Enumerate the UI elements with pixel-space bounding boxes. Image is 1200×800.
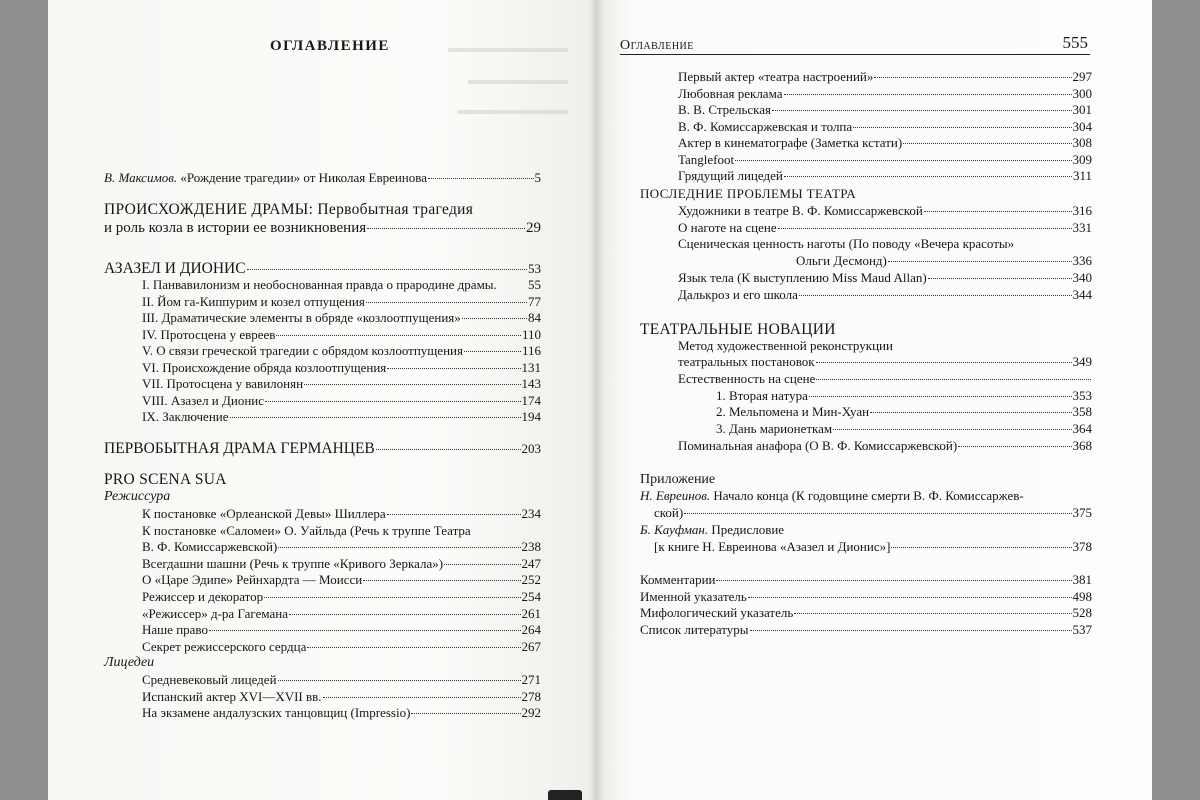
toc-entry[interactable] bbox=[142, 505, 541, 522]
toc-section-origin[interactable] bbox=[104, 200, 473, 219]
dot-leader bbox=[809, 396, 1072, 397]
spine-mark bbox=[548, 790, 582, 800]
toc-entry-chapter[interactable] bbox=[142, 309, 541, 326]
bleed-through bbox=[458, 110, 568, 114]
toc-entry[interactable] bbox=[678, 151, 1092, 168]
section-heading: АЗАЗЕЛ И ДИОНИС bbox=[104, 260, 246, 277]
toc-section-novations[interactable]: ТЕАТРАЛЬНЫЕ НОВАЦИИ bbox=[640, 321, 836, 338]
page-ref: 331 bbox=[1072, 220, 1092, 235]
entry-title: VIII. Азазел и Дионис bbox=[142, 393, 265, 408]
page-ref: 528 bbox=[1072, 605, 1092, 620]
entry-title: К постановке «Орлеанской Девы» Шиллера bbox=[142, 506, 386, 521]
page-ref: 300 bbox=[1072, 86, 1092, 101]
toc-entry[interactable] bbox=[716, 420, 1092, 437]
toc-entry[interactable] bbox=[716, 403, 1092, 420]
left-page bbox=[48, 0, 596, 800]
entry-title: Язык тела (К выступлению Miss Maud Allan) bbox=[678, 270, 927, 285]
toc-entry[interactable] bbox=[678, 68, 1092, 85]
dot-leader bbox=[464, 351, 521, 352]
page-ref: 84 bbox=[528, 310, 541, 325]
page-ref: 340 bbox=[1072, 270, 1092, 285]
page-ref: 194 bbox=[521, 409, 541, 424]
running-head: Оглавление bbox=[620, 38, 694, 53]
dot-leader bbox=[411, 713, 520, 714]
dot-leader bbox=[772, 110, 1071, 111]
toc-entry-evreinov-line1[interactable] bbox=[640, 487, 1024, 504]
toc-entry-chapter[interactable] bbox=[142, 392, 541, 409]
entry-title: Режиссер и декоратор bbox=[142, 589, 264, 604]
page-ref: 375 bbox=[1072, 505, 1092, 520]
entry-title: 1. Вторая натура bbox=[716, 388, 808, 403]
entry-title: Именной указатель bbox=[640, 589, 747, 604]
toc-entry[interactable] bbox=[716, 387, 1092, 404]
toc-section-pro-scena[interactable]: PRO SCENA SUA bbox=[104, 471, 227, 488]
toc-entry[interactable] bbox=[640, 621, 1092, 638]
page-ref: 271 bbox=[521, 672, 541, 687]
toc-entry[interactable] bbox=[640, 588, 1092, 605]
dot-leader bbox=[853, 127, 1071, 128]
toc-entry-origin[interactable] bbox=[104, 219, 541, 238]
page-ref: 498 bbox=[1072, 589, 1092, 604]
dot-leader bbox=[230, 417, 521, 418]
page-ref: 381 bbox=[1072, 572, 1092, 587]
entry-title: Грядущий лицедей bbox=[678, 168, 783, 183]
page-ref: 238 bbox=[521, 539, 541, 554]
page-ref: 267 bbox=[521, 639, 541, 654]
entry-title: Tanglefoot bbox=[678, 152, 735, 167]
toc-entry[interactable] bbox=[678, 437, 1092, 454]
page-ref: 261 bbox=[521, 606, 541, 621]
entry-title: Всегдашни шашни (Речь к труппе «Кривого Зеркала») bbox=[142, 556, 444, 571]
dot-leader bbox=[784, 176, 1072, 177]
dot-leader bbox=[816, 379, 1091, 380]
toc-subsection-direction: Режиссура bbox=[104, 489, 171, 504]
entry-title: III. Драматические элементы в обряде «козлоотпущения» bbox=[142, 310, 461, 325]
entry-title: Секрет режиссерского сердца bbox=[142, 639, 307, 654]
dot-leader bbox=[784, 94, 1072, 95]
dot-leader bbox=[264, 597, 520, 598]
dot-leader bbox=[247, 269, 527, 270]
entry-title: Первый актер «театра настроений» bbox=[678, 69, 874, 84]
entry-title: Актер в кинематографе (Заметка кстати) bbox=[678, 135, 903, 150]
dot-leader bbox=[289, 614, 521, 615]
entry-title-line1[interactable]: Сценическая ценность наготы (По поводу «Вечера красоты» bbox=[678, 236, 1015, 251]
entry-title-line2: Ольги Десмонд) bbox=[796, 253, 887, 268]
entry-title-line1: Начало конца (К годовщине смерти В. Ф. Комиссаржев- bbox=[710, 488, 1024, 503]
dot-leader bbox=[778, 228, 1072, 229]
toc-entry[interactable] bbox=[640, 604, 1092, 621]
page-title: ОГЛАВЛЕНИЕ bbox=[270, 38, 390, 54]
section-title-line1: : Первобытная трагедия bbox=[308, 201, 474, 218]
page-ref: 353 bbox=[1072, 388, 1092, 403]
toc-entry[interactable] bbox=[142, 688, 541, 705]
bleed-through bbox=[448, 48, 568, 52]
page-ref: 116 bbox=[521, 343, 541, 358]
dot-leader bbox=[958, 446, 1071, 447]
page-ref: 5 bbox=[534, 170, 541, 185]
toc-entry[interactable] bbox=[142, 538, 541, 555]
entry-title: 2. Мельпомена и Мин-Хуан bbox=[716, 404, 870, 419]
toc-entry-chapter[interactable] bbox=[142, 408, 541, 425]
dot-leader bbox=[735, 160, 1071, 161]
dot-leader bbox=[387, 514, 521, 515]
entry-title-line1[interactable]: Метод художественной реконструкции bbox=[678, 338, 893, 353]
dot-leader bbox=[794, 613, 1071, 614]
toc-entry[interactable] bbox=[678, 134, 1092, 151]
dot-leader bbox=[833, 429, 1071, 430]
page-ref: 349 bbox=[1072, 354, 1092, 369]
dot-leader bbox=[366, 302, 527, 303]
page-ref: 110 bbox=[521, 327, 541, 342]
entry-title: Наше право bbox=[142, 622, 208, 637]
dot-leader bbox=[888, 261, 1072, 262]
toc-entry[interactable] bbox=[678, 269, 1092, 286]
toc-entry[interactable] bbox=[142, 571, 541, 588]
dot-leader bbox=[278, 547, 520, 548]
page-ref: 131 bbox=[521, 360, 541, 375]
entry-title: Поминальная анафора (О В. Ф. Комиссаржевской) bbox=[678, 438, 958, 453]
entry-title: I. Панвавилонизм и необоснованная правда о прародине драмы. bbox=[142, 277, 497, 292]
dot-leader bbox=[924, 211, 1072, 212]
page-ref: 368 bbox=[1072, 438, 1092, 453]
toc-entry[interactable] bbox=[678, 219, 1092, 236]
page-ref: 304 bbox=[1072, 119, 1092, 134]
page-ref: 316 bbox=[1072, 203, 1092, 218]
entry-title: VII. Протосцена у вавилонян bbox=[142, 376, 304, 391]
header-rule bbox=[620, 54, 1090, 55]
dot-leader bbox=[750, 630, 1072, 631]
entry-title-line1: Предисловие bbox=[708, 522, 785, 537]
page-ref: 311 bbox=[1072, 168, 1092, 183]
dot-leader bbox=[684, 513, 1071, 514]
page-ref: 77 bbox=[528, 294, 541, 309]
toc-entry[interactable] bbox=[654, 538, 1092, 555]
dot-leader bbox=[363, 580, 520, 581]
page-ref: 143 bbox=[521, 376, 541, 391]
page-ref: 174 bbox=[521, 393, 541, 408]
page-ref: 309 bbox=[1072, 152, 1092, 167]
dot-leader bbox=[276, 335, 521, 336]
toc-entry[interactable] bbox=[142, 704, 541, 721]
toc-entry[interactable] bbox=[678, 202, 1092, 219]
page-ref: 364 bbox=[1072, 421, 1092, 436]
preface-title: «Рождение трагедии» от Николая Евреинова bbox=[180, 170, 427, 185]
page-ref: 278 bbox=[521, 689, 541, 704]
page-ref: 264 bbox=[521, 622, 541, 637]
page-ref: 29 bbox=[526, 220, 541, 236]
toc-section-appendix[interactable]: Приложение bbox=[640, 472, 716, 487]
entry-title: Комментарии bbox=[640, 572, 716, 587]
dot-leader bbox=[387, 368, 520, 369]
toc-entry-preface[interactable] bbox=[104, 169, 541, 186]
page-ref: 301 bbox=[1072, 102, 1092, 117]
page-ref: 53 bbox=[528, 261, 541, 276]
entry-title: Список литературы bbox=[640, 622, 749, 637]
entry-title: Средневековый лицедей bbox=[142, 672, 277, 687]
toc-entry[interactable] bbox=[678, 353, 1092, 370]
page-ref: 247 bbox=[521, 556, 541, 571]
toc-entry[interactable] bbox=[142, 621, 541, 638]
page-ref: 55 bbox=[528, 277, 541, 292]
book-gutter bbox=[588, 0, 604, 800]
toc-entry[interactable] bbox=[678, 85, 1092, 102]
dot-leader bbox=[903, 143, 1071, 144]
toc-entry[interactable] bbox=[678, 370, 1092, 387]
dot-leader bbox=[891, 547, 1071, 548]
entry-title: На экзамене андалузских танцовщиц (Impressio) bbox=[142, 705, 411, 720]
entry-title: В. В. Стрельская bbox=[678, 102, 772, 117]
entry-title: Художники в театре В. Ф. Комиссаржевской bbox=[678, 203, 923, 218]
preface-author: В. Максимов. bbox=[104, 170, 178, 185]
page-ref: 297 bbox=[1072, 69, 1092, 84]
dot-leader bbox=[928, 278, 1072, 279]
page-number: 555 bbox=[1062, 33, 1088, 52]
toc-section-last-problems[interactable]: ПОСЛЕДНИЕ ПРОБЛЕМЫ ТЕАТРА bbox=[640, 186, 857, 201]
page-ref: 336 bbox=[1072, 253, 1092, 268]
page-ref: 203 bbox=[521, 441, 541, 456]
toc-entry[interactable] bbox=[640, 571, 1092, 588]
right-page bbox=[596, 0, 1152, 800]
toc-entry-chapter[interactable] bbox=[142, 342, 541, 359]
entry-title: Испанский актер XVI—XVII вв. bbox=[142, 689, 322, 704]
page-ref: 358 bbox=[1072, 404, 1092, 419]
entry-title-line2: ской) bbox=[654, 505, 684, 520]
section-heading: ПРОИСХОЖДЕНИЕ ДРАМЫ bbox=[104, 201, 309, 218]
page-ref: 254 bbox=[521, 589, 541, 604]
dot-leader bbox=[799, 295, 1072, 296]
entry-author: Н. Евреинов. bbox=[640, 488, 711, 503]
dot-leader bbox=[462, 318, 527, 319]
toc-entry[interactable] bbox=[142, 555, 541, 572]
toc-subsection-actors: Лицедеи bbox=[104, 655, 155, 670]
dot-leader bbox=[444, 564, 520, 565]
entry-title: V. О связи греческой трагедии с обрядом козлоотпущения bbox=[142, 343, 463, 358]
toc-entry[interactable] bbox=[142, 605, 541, 622]
section-title-line2: и роль козла в истории ее возникновения bbox=[104, 220, 367, 236]
toc-entry-chapter[interactable] bbox=[142, 375, 541, 392]
page-ref: 344 bbox=[1072, 287, 1092, 302]
dot-leader bbox=[816, 362, 1072, 363]
entry-title: «Режиссер» д-ра Гагемана bbox=[142, 606, 288, 621]
dot-leader bbox=[870, 412, 1071, 413]
entry-title-line1[interactable]: К постановке «Саломеи» О. Уайльда (Речь к труппе Театра bbox=[142, 523, 471, 538]
dot-leader bbox=[278, 680, 521, 681]
toc-entry[interactable] bbox=[142, 638, 541, 655]
entry-title: IX. Заключение bbox=[142, 409, 229, 424]
entry-title: IV. Протосцена у евреев bbox=[142, 327, 276, 342]
toc-entry-chapter[interactable] bbox=[142, 359, 541, 376]
toc-section-germans[interactable] bbox=[104, 439, 541, 458]
toc-entry[interactable] bbox=[142, 671, 541, 688]
dot-leader bbox=[304, 384, 520, 385]
entry-title-line2: [к книге Н. Евреинова «Азазел и Дионис»] bbox=[654, 539, 891, 554]
toc-entry[interactable] bbox=[654, 504, 1092, 521]
section-heading: ПЕРВОБЫТНАЯ ДРАМА ГЕРМАНЦЕВ bbox=[104, 440, 375, 457]
dot-leader bbox=[307, 647, 520, 648]
dot-leader bbox=[874, 77, 1071, 78]
toc-entry[interactable] bbox=[678, 286, 1092, 303]
entry-title: Любовная реклама bbox=[678, 86, 783, 101]
entry-title: II. Йом га-Киппурим и козел отпущения bbox=[142, 294, 365, 309]
toc-entry-chapter[interactable] bbox=[142, 276, 541, 293]
dot-leader bbox=[323, 697, 521, 698]
toc-entry[interactable] bbox=[142, 588, 541, 605]
dot-leader bbox=[265, 401, 520, 402]
entry-title: Мифологический указатель bbox=[640, 605, 794, 620]
dot-leader bbox=[748, 597, 1072, 598]
dot-leader bbox=[209, 630, 521, 631]
toc-entry-kaufman-line1[interactable] bbox=[640, 521, 784, 538]
bleed-through bbox=[468, 80, 568, 84]
page-ref: 378 bbox=[1072, 539, 1092, 554]
dot-leader bbox=[376, 449, 521, 450]
entry-author: Б. Кауфман. bbox=[640, 522, 709, 537]
entry-title: В. Ф. Комиссаржевская и толпа bbox=[678, 119, 853, 134]
entry-title: VI. Происхождение обряда козлоотпущения bbox=[142, 360, 387, 375]
entry-title: Далькроз и его школа bbox=[678, 287, 798, 302]
page-ref: 252 bbox=[521, 572, 541, 587]
entry-title: 3. Дань марионеткам bbox=[716, 421, 833, 436]
page-ref: 292 bbox=[521, 705, 541, 720]
entry-title-line2: В. Ф. Комиссаржевской) bbox=[142, 539, 278, 554]
page-ref: 234 bbox=[521, 506, 541, 521]
entry-title: О «Царе Эдипе» Рейнхардта — Моисси bbox=[142, 572, 363, 587]
entry-title: О наготе на сцене bbox=[678, 220, 777, 235]
page-ref: 537 bbox=[1072, 622, 1092, 637]
entry-title-line2: театральных постановок bbox=[678, 354, 815, 369]
page-ref: 308 bbox=[1072, 135, 1092, 150]
toc-entry[interactable] bbox=[678, 118, 1092, 135]
entry-title: Естественность на сцене bbox=[678, 371, 816, 386]
toc-entry[interactable] bbox=[678, 101, 1092, 118]
toc-entry[interactable] bbox=[678, 167, 1092, 184]
toc-entry[interactable] bbox=[796, 252, 1092, 269]
toc-entry-chapter[interactable] bbox=[142, 293, 541, 310]
dot-leader bbox=[367, 228, 525, 229]
dot-leader bbox=[428, 178, 534, 179]
dot-leader bbox=[716, 580, 1071, 581]
toc-entry-chapter[interactable] bbox=[142, 326, 541, 343]
